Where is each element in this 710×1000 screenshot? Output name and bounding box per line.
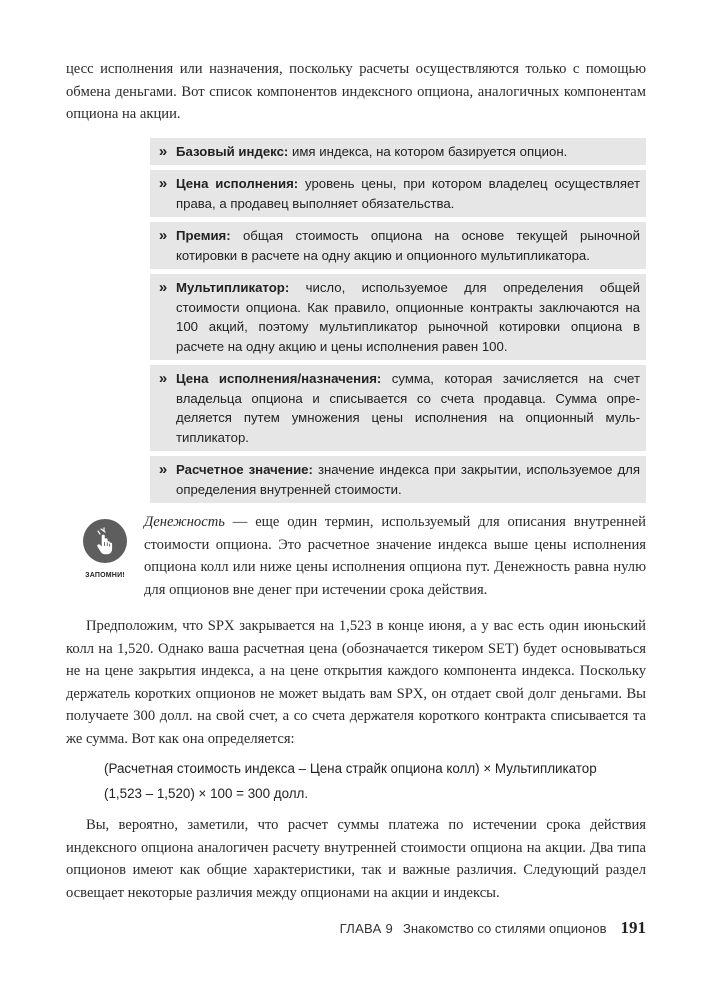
page-number: 191 bbox=[620, 918, 646, 937]
bullet-description: сумма, которая зачисляется на счет владельца опциона и списывается со счета продавца. Сумма определяется путем умножения цены исполнения на опционный мультипликатор. bbox=[176, 371, 640, 445]
list-item bbox=[150, 170, 646, 217]
bullet-description: значение индекса при закрытии, используемое для определения внутренней стоимости. bbox=[176, 462, 641, 497]
bullet-term: Базовый индекс: bbox=[176, 143, 289, 159]
bullet-term: Цена исполнения/назначения: bbox=[176, 371, 382, 386]
paragraph: Вы, вероятно, заметили, что расчет суммы платежа по истечении срока действия индексного опциона аналогичен расчету внутренней стоимости опциона на акции. Два типа опционов имеют как общие характеристики, так и важные различия. Следующий раздел освещает некоторые различия между опционами на акции и индексы. bbox=[66, 817, 646, 901]
formula-line: (1,523 – 1,520) × 100 = 300 долл. bbox=[104, 786, 309, 801]
bullet-term: Цена исполнения: bbox=[176, 176, 299, 191]
list-item bbox=[150, 138, 646, 166]
bullet-marker: » bbox=[158, 461, 168, 478]
bullet-marker: » bbox=[158, 370, 168, 387]
page-footer bbox=[340, 918, 646, 938]
bullet-marker: » bbox=[158, 142, 168, 160]
remember-body: — еще один термин, используемый для описания внутренней стоимости опциона. Это расчетное значение индекса выше цены исполнения опциона колл или ниже цены исполнения опциона пут. Денежность равна нулю для опционов вне денег при истечении срока действия. bbox=[144, 514, 646, 598]
bullet-marker: » bbox=[158, 175, 168, 192]
remember-note bbox=[66, 511, 646, 601]
list-item bbox=[150, 456, 646, 503]
formula-line: (Расчетная стоимость индекса – Цена страйк опциона колл) × Мультипликатор bbox=[104, 761, 597, 776]
bullet-description: общая стоимость опциона на основе текущей рыночной котировки в расчете на одну акцию и опционного мультипликатора. bbox=[176, 228, 640, 263]
bullet-description: уровень цены, при котором владелец осуществляет права, а продавец выполняет обязательства. bbox=[176, 176, 640, 211]
remember-text bbox=[144, 511, 646, 601]
bullet-term: Расчетное значение: bbox=[176, 462, 313, 477]
bullet-marker: » bbox=[158, 227, 168, 244]
component-list bbox=[150, 138, 646, 504]
pointing-hand-icon bbox=[83, 519, 127, 563]
chapter-label: ГЛАВА 9 bbox=[339, 921, 394, 936]
list-item bbox=[150, 274, 646, 360]
paragraph: Предположим, что SPX закрывается на 1,523 в конце июня, а у вас есть один июньский колл на 1,520. Однако ваша расчетная цена (обозначается тикером SET) будет основываться не на цене закрытия индекса, а на цене открытия каждого компонента индекса. Поскольку держатель коротких опционов не может выдать вам SPX, он отдает свой долг деньгами. Вы получаете 300 долл. на свой счет, а со счета держателя короткого контракта списывается та же сумма. Вот как она определяется: bbox=[66, 618, 646, 747]
formula-block bbox=[104, 756, 646, 806]
list-item bbox=[150, 222, 646, 269]
page-body bbox=[66, 58, 646, 904]
bullet-term: Премия: bbox=[176, 228, 231, 243]
intro-paragraph: цесс исполнения или назначения, поскольку расчеты осуществляются только с помощью обмена деньгами. Вот список компонентов индексного опциона, аналогичных компонентам опциона на акции. bbox=[66, 61, 646, 122]
bullet-description: имя индекса, на котором базируется опцион. bbox=[288, 143, 568, 159]
bullet-term: Мультипликатор: bbox=[176, 280, 290, 295]
bullet-marker: » bbox=[158, 279, 168, 296]
chapter-title: Знакомство со стилями опционов bbox=[403, 921, 607, 936]
remember-label: ЗАПОМНИ! bbox=[85, 572, 125, 579]
list-item bbox=[150, 365, 646, 451]
bullet-description: число, используемое для определения общей стоимости опциона. Как правило, опционные контракты заключаются на 100 акций, поэтому мультипликатор рыночной котировки опциона в расчете на одну акцию и цены исполнения равен 100. bbox=[176, 280, 640, 354]
remember-term: Денежность bbox=[144, 514, 225, 530]
